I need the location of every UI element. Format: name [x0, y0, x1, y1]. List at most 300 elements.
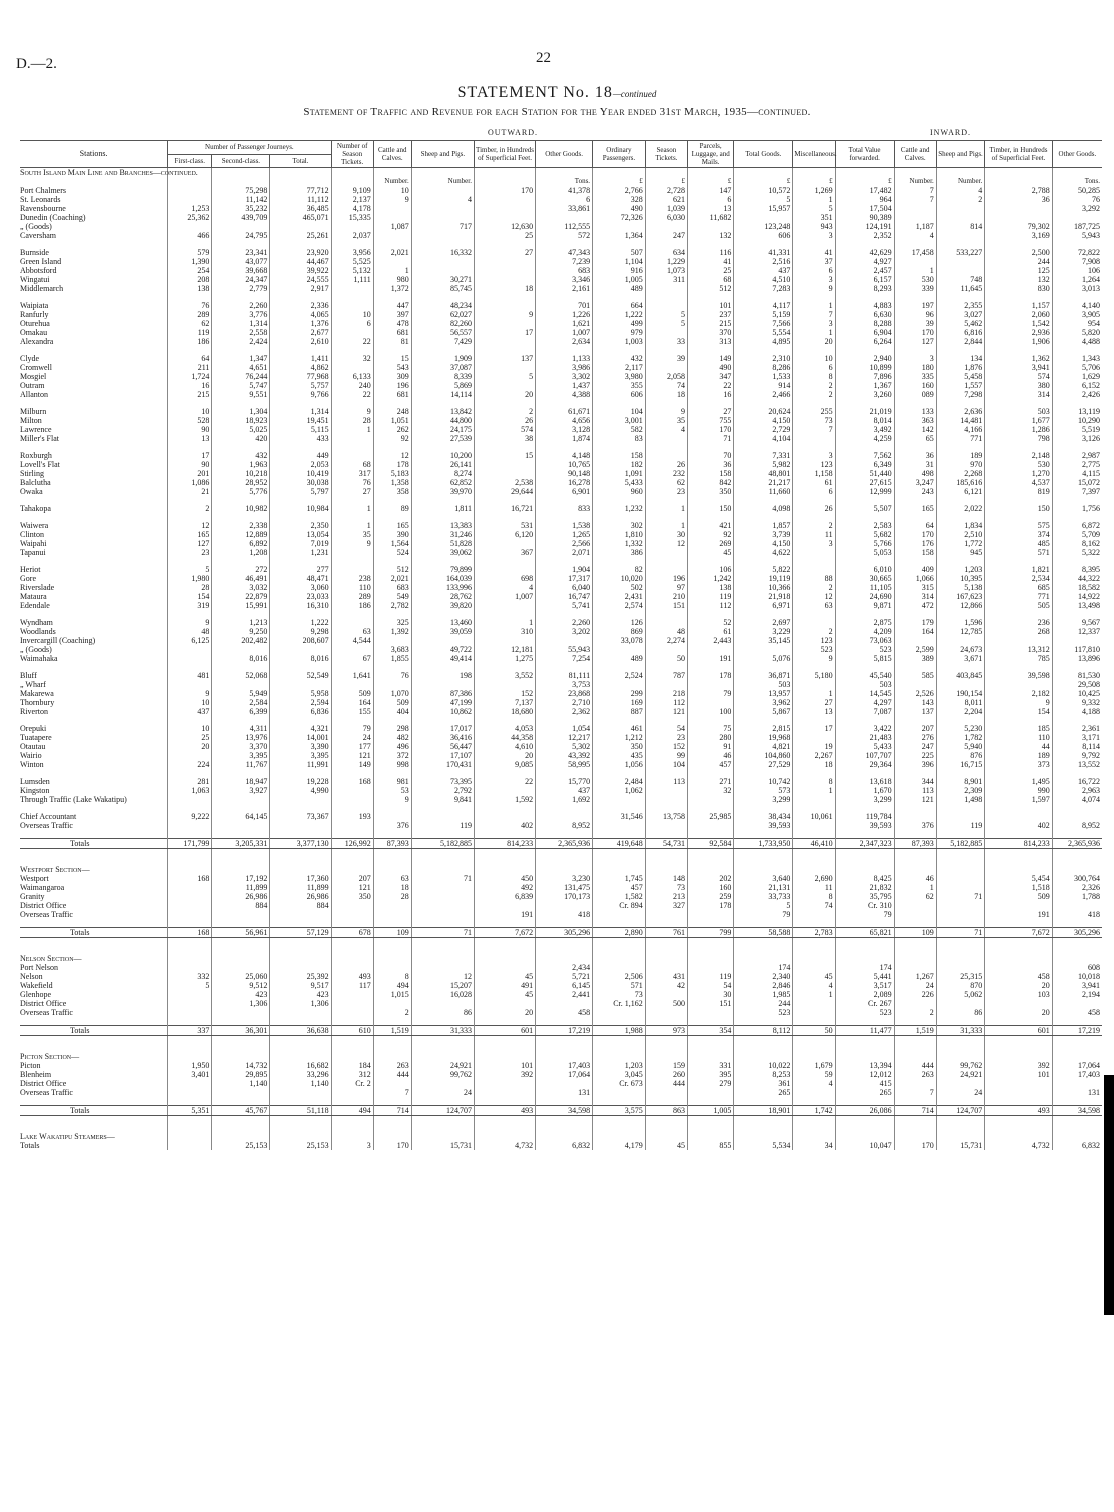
- table-cell: 299: [593, 689, 646, 698]
- station-name: Waipahi: [20, 539, 47, 548]
- station-name: Tapanui: [20, 548, 46, 557]
- table-cell: 1,306: [270, 999, 331, 1008]
- table-cell: [687, 680, 733, 689]
- table-cell: 248: [373, 407, 411, 416]
- table-cell: 714: [894, 1106, 936, 1116]
- table-cell: [536, 865, 593, 874]
- station-name: Abbotsford: [20, 266, 57, 275]
- table-cell: 2,022: [936, 504, 985, 513]
- table-cell: [793, 849, 835, 858]
- table-cell: 4: [793, 981, 835, 990]
- table-cell: 133: [894, 407, 936, 416]
- table-cell: 7: [793, 425, 835, 434]
- table-cell: [645, 399, 687, 407]
- table-cell: 44,322: [1052, 574, 1102, 583]
- table-cell: 335: [894, 372, 936, 381]
- table-cell: 2,204: [936, 707, 985, 716]
- table-row: [20, 539, 1102, 548]
- table-cell: 1,950: [168, 1061, 212, 1070]
- table-cell: [411, 186, 474, 195]
- table-cell: [835, 938, 894, 947]
- table-cell: [331, 168, 373, 178]
- table-cell: 380: [985, 381, 1052, 390]
- table-cell: 151: [645, 601, 687, 610]
- table-cell: 1,070: [373, 689, 411, 698]
- table-cell: 2,260: [212, 301, 270, 310]
- table-row: [20, 963, 1102, 972]
- table-cell: 3,941: [985, 363, 1052, 372]
- table-cell: 5,115: [270, 425, 331, 434]
- table-cell: [168, 513, 212, 521]
- table-cell: [734, 443, 793, 451]
- table-cell: 64: [168, 354, 212, 363]
- table-cell: [734, 857, 793, 865]
- col-season-tickets-count: Number of Season Tickets.: [331, 141, 373, 168]
- table-cell: 4,862: [270, 363, 331, 372]
- table-cell: [793, 821, 835, 830]
- table-cell: [734, 346, 793, 354]
- table-cell: 6,145: [536, 981, 593, 990]
- station-name: [20, 557, 168, 565]
- table-cell: 1,063: [168, 786, 212, 795]
- table-row: [20, 574, 1102, 583]
- table-cell: [593, 954, 646, 963]
- table-cell: 2: [793, 381, 835, 390]
- table-cell: [1052, 1036, 1102, 1045]
- table-cell: 372: [373, 751, 411, 760]
- table-cell: 574: [474, 425, 535, 434]
- table-cell: 8,016: [270, 654, 331, 663]
- table-cell: 4,053: [474, 724, 535, 733]
- table-cell: [793, 946, 835, 954]
- table-cell: 421: [687, 521, 733, 530]
- table-cell: 7,254: [536, 654, 593, 663]
- table-cell: [270, 954, 331, 963]
- table-cell: [373, 496, 411, 504]
- station-name: Chief Accountant: [20, 812, 77, 821]
- table-cell: [894, 636, 936, 645]
- table-cell: 3,552: [474, 671, 535, 680]
- table-cell: 8,011: [936, 698, 985, 707]
- table-cell: [985, 901, 1052, 910]
- table-cell: [212, 293, 270, 301]
- table-cell: 1,229: [645, 257, 687, 266]
- table-cell: 62: [168, 319, 212, 328]
- table-cell: 281: [168, 777, 212, 786]
- table-cell: 2,890: [593, 928, 646, 938]
- table-cell: [1052, 346, 1102, 354]
- table-cell: [1052, 804, 1102, 812]
- table-cell: 92,584: [687, 839, 733, 849]
- table-cell: [645, 919, 687, 928]
- totals-row: [20, 1026, 1102, 1036]
- table-cell: Cr. 673: [593, 1079, 646, 1088]
- table-cell: [734, 513, 793, 521]
- table-cell: 7,397: [1052, 487, 1102, 496]
- table-cell: 2,599: [894, 645, 936, 654]
- table-cell: [331, 786, 373, 795]
- table-cell: 112: [645, 698, 687, 707]
- table-cell: 863: [645, 1106, 687, 1116]
- table-cell: 444: [645, 1079, 687, 1088]
- table-cell: 24,555: [270, 275, 331, 284]
- table-row: [20, 645, 1102, 654]
- table-cell: 143: [894, 698, 936, 707]
- table-cell: [894, 610, 936, 618]
- table-cell: 1,542: [985, 319, 1052, 328]
- table-cell: [411, 1116, 474, 1125]
- table-cell: [168, 1017, 212, 1026]
- table-cell: [536, 636, 593, 645]
- table-cell: 247: [894, 742, 936, 751]
- table-cell: [645, 1116, 687, 1125]
- table-cell: 10,419: [270, 469, 331, 478]
- table-cell: [373, 857, 411, 865]
- table-cell: [593, 443, 646, 451]
- table-row: [20, 222, 1102, 231]
- table-cell: 34,598: [536, 1106, 593, 1116]
- table-cell: 12,337: [1052, 627, 1102, 636]
- table-cell: 17,064: [536, 1070, 593, 1079]
- table-cell: 2,365,936: [536, 839, 593, 849]
- station-name: Lovell's Flat: [20, 460, 60, 469]
- title-suffix: —continued: [612, 89, 657, 99]
- table-row: [20, 275, 1102, 284]
- table-cell: 17,482: [835, 186, 894, 195]
- table-cell: 7,298: [936, 390, 985, 399]
- table-cell: 489: [593, 654, 646, 663]
- table-cell: 41,378: [536, 186, 593, 195]
- table-cell: [212, 496, 270, 504]
- table-cell: 25,362: [168, 213, 212, 222]
- table-cell: 147: [687, 186, 733, 195]
- table-cell: 10,047: [835, 1141, 894, 1150]
- table-cell: 119: [687, 592, 733, 601]
- table-cell: 549: [373, 592, 411, 601]
- table-cell: [793, 610, 835, 618]
- table-cell: 106: [1052, 266, 1102, 275]
- table-cell: [793, 346, 835, 354]
- table-cell: 46: [894, 874, 936, 883]
- table-cell: 945: [936, 548, 985, 557]
- table-cell: 755: [687, 416, 733, 425]
- table-cell: 420: [212, 434, 270, 443]
- table-cell: 15,207: [411, 981, 474, 990]
- table-cell: [734, 946, 793, 954]
- table-body: [20, 168, 1102, 1151]
- table-cell: 2,510: [936, 530, 985, 539]
- table-cell: [593, 1132, 646, 1141]
- table-cell: [645, 346, 687, 354]
- table-row: [20, 1008, 1102, 1017]
- station-name: „ Wharf: [20, 680, 46, 689]
- table-cell: 2,534: [985, 574, 1052, 583]
- table-cell: 7: [373, 1088, 411, 1097]
- table-cell: 5,025: [212, 425, 270, 434]
- table-cell: [593, 849, 646, 858]
- table-row: [20, 742, 1102, 751]
- table-cell: 6: [687, 195, 733, 204]
- table-cell: 6,010: [835, 565, 894, 574]
- table-cell: 3,941: [1052, 981, 1102, 990]
- table-cell: 13,394: [835, 1061, 894, 1070]
- table-cell: 8,952: [536, 821, 593, 830]
- table-cell: [687, 954, 733, 963]
- table-cell: 254: [168, 266, 212, 275]
- station-name: Through Traffic (Lake Wakatipu): [20, 795, 127, 804]
- table-cell: [270, 1052, 331, 1061]
- table-cell: 496: [373, 742, 411, 751]
- table-cell: [936, 1017, 985, 1026]
- table-cell: [835, 716, 894, 724]
- table-cell: 1,811: [411, 504, 474, 513]
- table-cell: [474, 266, 535, 275]
- table-cell: [331, 434, 373, 443]
- station-name: [20, 240, 168, 248]
- table-cell: [687, 610, 733, 618]
- table-row: [20, 707, 1102, 716]
- table-cell: [373, 663, 411, 671]
- table-row: [20, 416, 1102, 425]
- table-cell: 493: [985, 1106, 1052, 1116]
- table-cell: [536, 1036, 593, 1045]
- table-cell: 29,644: [474, 487, 535, 496]
- table-cell: 664: [593, 301, 646, 310]
- table-cell: 52: [687, 618, 733, 627]
- table-cell: [1052, 610, 1102, 618]
- table-cell: 2,274: [645, 636, 687, 645]
- table-cell: 11,991: [270, 760, 331, 769]
- table-cell: 6,901: [536, 487, 593, 496]
- table-cell: 8,162: [1052, 539, 1102, 548]
- table-cell: 990: [985, 786, 1052, 795]
- table-cell: [593, 645, 646, 654]
- table-cell: [474, 901, 535, 910]
- table-cell: [593, 399, 646, 407]
- table-cell: [936, 513, 985, 521]
- table-cell: [212, 1008, 270, 1017]
- table-cell: [734, 645, 793, 654]
- table-cell: Cr. 1,162: [593, 999, 646, 1008]
- table-cell: [645, 240, 687, 248]
- table-cell: 117,810: [1052, 645, 1102, 654]
- table-cell: 149: [331, 760, 373, 769]
- table-cell: [793, 293, 835, 301]
- table-cell: [894, 946, 936, 954]
- table-cell: [168, 399, 212, 407]
- table-cell: [411, 892, 474, 901]
- table-cell: [168, 293, 212, 301]
- table-cell: 2: [168, 504, 212, 513]
- table-cell: 168: [331, 777, 373, 786]
- table-cell: 315: [894, 583, 936, 592]
- table-cell: 374: [985, 530, 1052, 539]
- table-cell: [894, 1097, 936, 1106]
- table-cell: 1,253: [168, 204, 212, 213]
- table-cell: 9,298: [270, 627, 331, 636]
- station-name: Wyndham: [20, 618, 53, 627]
- table-cell: [835, 830, 894, 839]
- table-cell: 20: [474, 751, 535, 760]
- table-cell: [734, 496, 793, 504]
- station-name: Totals: [20, 1106, 168, 1116]
- table-cell: [645, 618, 687, 627]
- table-cell: 3: [793, 231, 835, 240]
- table-cell: 17,107: [411, 751, 474, 760]
- table-cell: [687, 1097, 733, 1106]
- table-cell: 17,219: [1052, 1026, 1102, 1036]
- table-cell: [411, 557, 474, 565]
- table-cell: 76: [373, 671, 411, 680]
- station-name: Port Nelson: [20, 963, 58, 972]
- table-cell: [373, 610, 411, 618]
- table-cell: [168, 1124, 212, 1132]
- table-cell: 481: [168, 671, 212, 680]
- table-cell: [936, 999, 985, 1008]
- table-cell: [793, 240, 835, 248]
- station-name: Totals: [20, 1026, 168, 1036]
- table-cell: [687, 1036, 733, 1045]
- table-cell: 1,724: [168, 372, 212, 381]
- table-cell: 41,331: [734, 248, 793, 257]
- table-cell: 9: [373, 195, 411, 204]
- table-cell: [835, 1124, 894, 1132]
- table-cell: [536, 399, 593, 407]
- table-cell: [645, 548, 687, 557]
- table-cell: 3: [793, 319, 835, 328]
- table-cell: 2,053: [270, 460, 331, 469]
- table-cell: [793, 733, 835, 742]
- table-cell: 300,764: [1052, 874, 1102, 883]
- table-cell: 191: [687, 654, 733, 663]
- table-cell: [331, 946, 373, 954]
- table-row: [20, 733, 1102, 742]
- table-cell: 6,121: [936, 487, 985, 496]
- table-cell: 31,546: [593, 812, 646, 821]
- table-cell: 5,797: [270, 487, 331, 496]
- table-cell: 247: [645, 231, 687, 240]
- table-cell: [985, 1088, 1052, 1097]
- table-cell: 678: [331, 928, 373, 938]
- station-name: Nelson Section—: [20, 954, 82, 963]
- table-cell: 3,205,331: [212, 839, 270, 849]
- table-cell: 73: [645, 883, 687, 892]
- table-cell: 71: [936, 892, 985, 901]
- table-cell: 169: [593, 698, 646, 707]
- table-cell: [835, 1116, 894, 1125]
- table-cell: [536, 168, 593, 178]
- table-cell: 27,615: [835, 478, 894, 487]
- table-cell: [270, 910, 331, 919]
- table-cell: [734, 293, 793, 301]
- table-cell: 10,200: [411, 451, 474, 460]
- table-cell: 2,161: [536, 284, 593, 293]
- table-cell: 610: [331, 1026, 373, 1036]
- table-cell: 19,119: [734, 574, 793, 583]
- table-cell: 76: [168, 301, 212, 310]
- table-cell: [793, 1017, 835, 1026]
- table-cell: [536, 769, 593, 777]
- table-cell: [593, 919, 646, 928]
- table-cell: [373, 1017, 411, 1026]
- table-cell: 833: [536, 504, 593, 513]
- table-cell: 2,987: [1052, 451, 1102, 460]
- table-cell: 5,820: [1052, 328, 1102, 337]
- table-cell: [593, 821, 646, 830]
- table-cell: 27: [474, 248, 535, 257]
- table-cell: [1052, 1132, 1102, 1141]
- table-cell: 3,346: [536, 275, 593, 284]
- table-cell: 32: [331, 354, 373, 363]
- table-cell: 2,524: [593, 671, 646, 680]
- table-cell: 58,588: [734, 928, 793, 938]
- station-name: Port Chalmers: [20, 186, 66, 195]
- table-cell: [1052, 849, 1102, 858]
- table-cell: 289: [168, 310, 212, 319]
- station-name: Westport Section—: [20, 865, 90, 874]
- table-cell: 62,852: [411, 478, 474, 487]
- table-cell: 171,799: [168, 839, 212, 849]
- table-cell: [536, 513, 593, 521]
- table-cell: 1,855: [373, 654, 411, 663]
- station-name: Mataura: [20, 592, 47, 601]
- station-name: [20, 857, 168, 865]
- table-cell: 170: [474, 186, 535, 195]
- station-name: Outram: [20, 381, 45, 390]
- table-cell: [593, 346, 646, 354]
- table-cell: [212, 954, 270, 963]
- table-cell: [593, 610, 646, 618]
- table-cell: [894, 346, 936, 354]
- table-cell: 79: [331, 724, 373, 733]
- table-cell: 17,403: [1052, 1070, 1102, 1079]
- table-cell: 14,732: [212, 1061, 270, 1070]
- table-cell: [645, 857, 687, 865]
- table-cell: 1,054: [536, 724, 593, 733]
- table-cell: 197: [894, 301, 936, 310]
- table-cell: 208,607: [270, 636, 331, 645]
- table-cell: 1,679: [793, 1061, 835, 1070]
- table-cell: [894, 830, 936, 839]
- table-cell: 11,682: [687, 213, 733, 222]
- table-cell: 458: [1052, 1008, 1102, 1017]
- station-name: [20, 1044, 168, 1052]
- table-cell: [331, 1116, 373, 1125]
- table-cell: 11,142: [212, 195, 270, 204]
- table-cell: [474, 257, 535, 266]
- table-cell: [1052, 857, 1102, 865]
- table-cell: [212, 177, 270, 186]
- table-cell: [536, 1017, 593, 1026]
- table-cell: [985, 240, 1052, 248]
- table-cell: 1,213: [212, 618, 270, 627]
- station-name: Winton: [20, 760, 44, 769]
- table-cell: [1052, 293, 1102, 301]
- table-cell: 500: [645, 999, 687, 1008]
- table-cell: 1,906: [985, 337, 1052, 346]
- table-cell: 503: [734, 680, 793, 689]
- table-cell: 167,623: [936, 592, 985, 601]
- table-cell: 2,338: [212, 521, 270, 530]
- table-cell: [331, 938, 373, 947]
- table-cell: 51,828: [411, 539, 474, 548]
- station-name: Middlemarch: [20, 284, 64, 293]
- col-ordinary-passengers: Ordinary Passengers.: [593, 141, 646, 168]
- table-cell: [1052, 1124, 1102, 1132]
- table-cell: 1,007: [474, 592, 535, 601]
- inward-heading: INWARD.: [930, 128, 971, 137]
- table-cell: [331, 963, 373, 972]
